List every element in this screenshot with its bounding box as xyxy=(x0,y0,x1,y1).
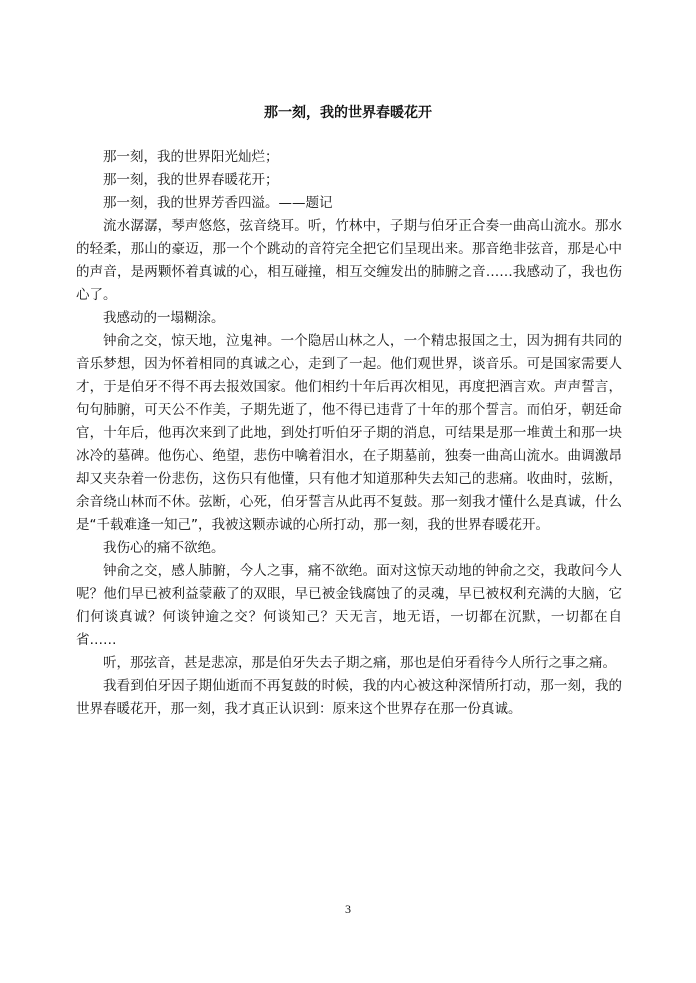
paragraph-3: 那一刻，我的世界芳香四溢。——题记 xyxy=(103,195,333,211)
document-body xyxy=(76,146,622,721)
page-number: 3 xyxy=(345,902,351,916)
paragraph-4: 流水潺潺，琴声悠悠，弦音绕耳。听，竹林中，子期与伯牙正合奏一曲高山流水。那水的轻柔，那山的豪迈，那一个个跳动的音符完全把它们呈现出来。那音绝非弦音，那是心中的声音，是两颗怀着真诚的心，相互碰撞，相互交缠发出的肺腑之音……我感动了，我也伤心了。 xyxy=(76,218,622,303)
paragraph-7: 我伤心的痛不欲绝。 xyxy=(103,540,225,556)
document-title: 那一刻，我的世界春暖花开 xyxy=(264,105,432,121)
paragraph-6: 钟俞之交，惊天地，泣鬼神。一个隐居山林之人，一个精忠报国之士，因为拥有共同的音乐梦想，因为怀着相同的真诚之心，走到了一起。他们观世界，谈音乐。可是国家需要人才，于是伯牙不得不再去报效国家。他们相约十年后再次相见，再度把酒言欢。声声誓言，句句肺腑，可天公不作美，子期先逝了，他不得已违背了十年的那个誓言。而伯牙，朝廷命官，十年后，他再次来到了此地，到处打听伯牙子期的消息，可结果是那一堆黄土和那一块冰冷的墓碑。他伤心、绝望，悲伤中噙着泪水，在子期墓前，独奏一曲高山流水。曲调激昂却又夹杂着一份悲伤，这伤只有他懂，只有他才知道那种失去知己的悲痛。收曲时，弦断，余音绕山林而不休。弦断，心死，伯牙誓言从此再不复鼓。那一刻我才懂什么是真诚，什么是“千载难逢一知己”，我被这颗赤诚的心所打动，那一刻，我的世界春暖花开。 xyxy=(76,333,622,533)
paragraph-8: 钟俞之交，感人肺腑，今人之事，痛不欲绝。面对这惊天动地的钟俞之交，我敢问今人呢？他们早已被利益蒙蔽了的双眼，早已被金钱腐蚀了的灵魂，早已被权利充满的大脑，它们何谈真诚？何谈钟逾之交？何谈知己？天无言，地无语，一切都在沉默，一切都在自省…… xyxy=(76,563,622,648)
paragraph-9: 听，那弦音，甚是悲凉，那是伯牙失去子期之痛，那也是伯牙看待今人所行之事之痛。 xyxy=(103,655,616,671)
paragraph-5: 我感动的一塌糊涂。 xyxy=(103,310,225,326)
paragraph-1: 那一刻，我的世界阳光灿烂； xyxy=(103,149,279,165)
paragraph-10: 我看到伯牙因子期仙逝而不再复鼓的时候，我的内心被这种深情所打动，那一刻，我的世界春暖花开，那一刻，我才真正认识到：原来这个世界存在那一份真诚。 xyxy=(76,678,622,717)
paragraph-2: 那一刻，我的世界春暖花开； xyxy=(103,172,279,188)
